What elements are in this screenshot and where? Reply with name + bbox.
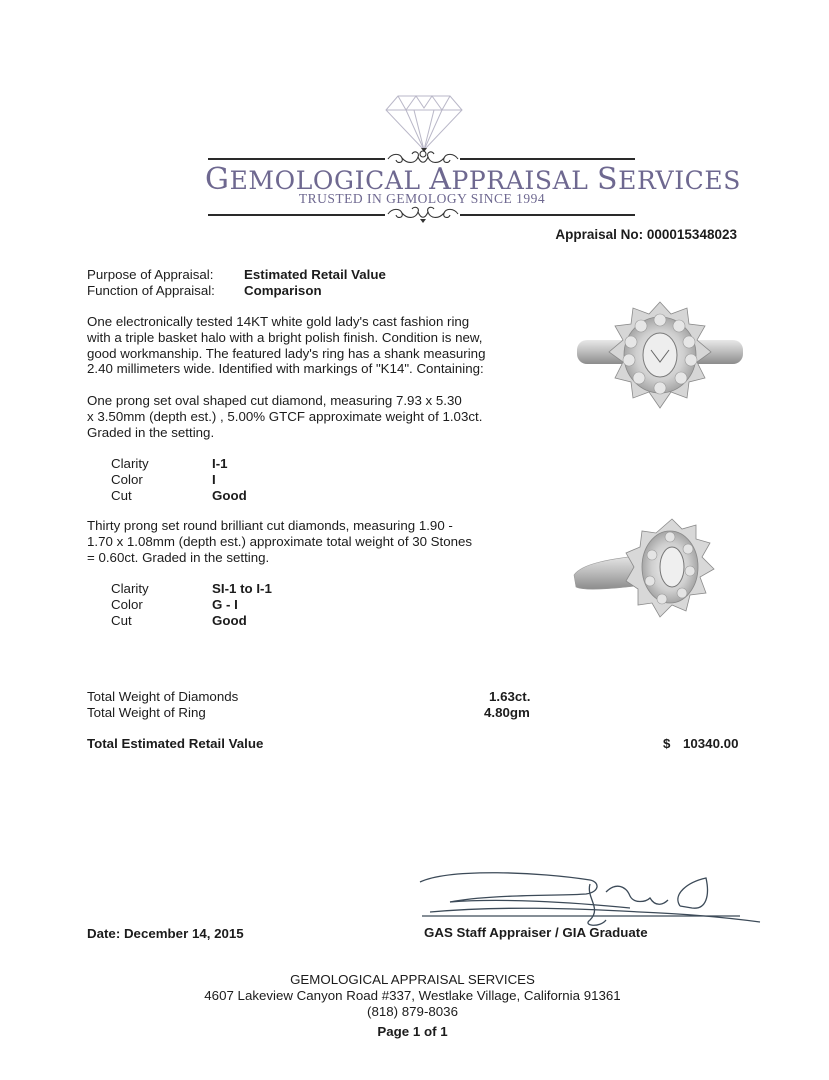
divider xyxy=(460,158,635,160)
currency-symbol: $ xyxy=(663,736,671,751)
signature xyxy=(410,868,770,928)
total-ring-label: Total Weight of Ring xyxy=(87,705,206,720)
function-value: Comparison xyxy=(244,283,322,298)
scroll-ornament-icon xyxy=(386,205,460,223)
total-diamonds-label: Total Weight of Diamonds xyxy=(87,689,239,704)
appraisal-date: Date: December 14, 2015 xyxy=(87,926,244,941)
total-diamonds-value: 1.63ct. xyxy=(489,689,531,704)
grade-label-cut: Cut xyxy=(111,488,132,503)
grade-label-color: Color xyxy=(111,472,143,487)
ring-description xyxy=(87,314,507,377)
grade-value-cut: Good xyxy=(212,488,247,503)
description-line: 1.70 x 1.08mm (depth est.) approximate total weight of 30 Stones xyxy=(87,533,473,549)
grade-value-clarity: SI-1 to I-1 xyxy=(212,581,272,596)
divider xyxy=(208,158,385,160)
center-stone-description xyxy=(87,393,507,440)
ring-top-view-photo xyxy=(575,300,745,415)
footer-company: GEMOLOGICAL APPRAISAL SERVICES xyxy=(290,972,535,987)
ring-side-view-photo xyxy=(572,515,732,620)
total-retail-value: 10340.00 xyxy=(683,736,739,751)
grade-value-cut: Good xyxy=(212,613,247,628)
footer-address: 4607 Lakeview Canyon Road #337, Westlake Village, California 91361 xyxy=(204,988,621,1003)
appraisal-number: Appraisal No: 000015348023 xyxy=(555,227,737,242)
company-name: GEMOLOGICAL APPRAISAL SERVICES xyxy=(205,162,741,197)
description-line: One prong set oval shaped cut diamond, measuring 7.93 x 5.30 xyxy=(87,393,462,408)
logo-word: ERVICES xyxy=(618,166,741,195)
function-label: Function of Appraisal: xyxy=(87,283,215,298)
accent-stones-description xyxy=(87,518,507,565)
diamond-icon xyxy=(384,94,464,152)
description-line: with a triple basket halo with a bright polish finish. Condition is new, xyxy=(87,329,483,345)
description-line: Graded in the setting. xyxy=(87,424,215,440)
grade-label-clarity: Clarity xyxy=(111,581,149,596)
logo-word: EMOLOGICAL xyxy=(229,166,421,195)
description-line: good workmanship. The featured lady's ring has a shank measuring xyxy=(87,345,486,361)
description-line: 2.40 millimeters wide. Identified with markings of "K14". Containing: xyxy=(87,361,484,377)
description-line: Thirty prong set round brilliant cut diamonds, measuring 1.90 - xyxy=(87,518,453,533)
logo-word: PPRAISAL xyxy=(451,166,589,195)
purpose-value: Estimated Retail Value xyxy=(244,267,386,282)
signature-caption: GAS Staff Appraiser / GIA Graduate xyxy=(424,925,648,940)
grade-value-clarity: I-1 xyxy=(212,456,228,471)
company-tagline: TRUSTED IN GEMOLOGY SINCE 1994 xyxy=(298,191,546,206)
total-retail-label: Total Estimated Retail Value xyxy=(87,736,264,751)
purpose-label: Purpose of Appraisal: xyxy=(87,267,214,282)
description-line: One electronically tested 14KT white gold lady's cast fashion ring xyxy=(87,314,470,329)
divider xyxy=(208,214,385,216)
grade-value-color: I xyxy=(212,472,216,487)
divider xyxy=(460,214,635,216)
grade-value-color: G - I xyxy=(212,597,238,612)
grade-label-clarity: Clarity xyxy=(111,456,149,471)
description-line: = 0.60ct. Graded in the setting. xyxy=(87,549,270,565)
grade-label-color: Color xyxy=(111,597,143,612)
page-number: Page 1 of 1 xyxy=(377,1024,448,1039)
grade-label-cut: Cut xyxy=(111,613,132,628)
footer-phone: (818) 879-8036 xyxy=(367,1004,458,1019)
total-ring-value: 4.80gm xyxy=(484,705,530,720)
description-line: x 3.50mm (depth est.) , 5.00% GTCF approximate weight of 1.03ct. xyxy=(87,408,483,424)
